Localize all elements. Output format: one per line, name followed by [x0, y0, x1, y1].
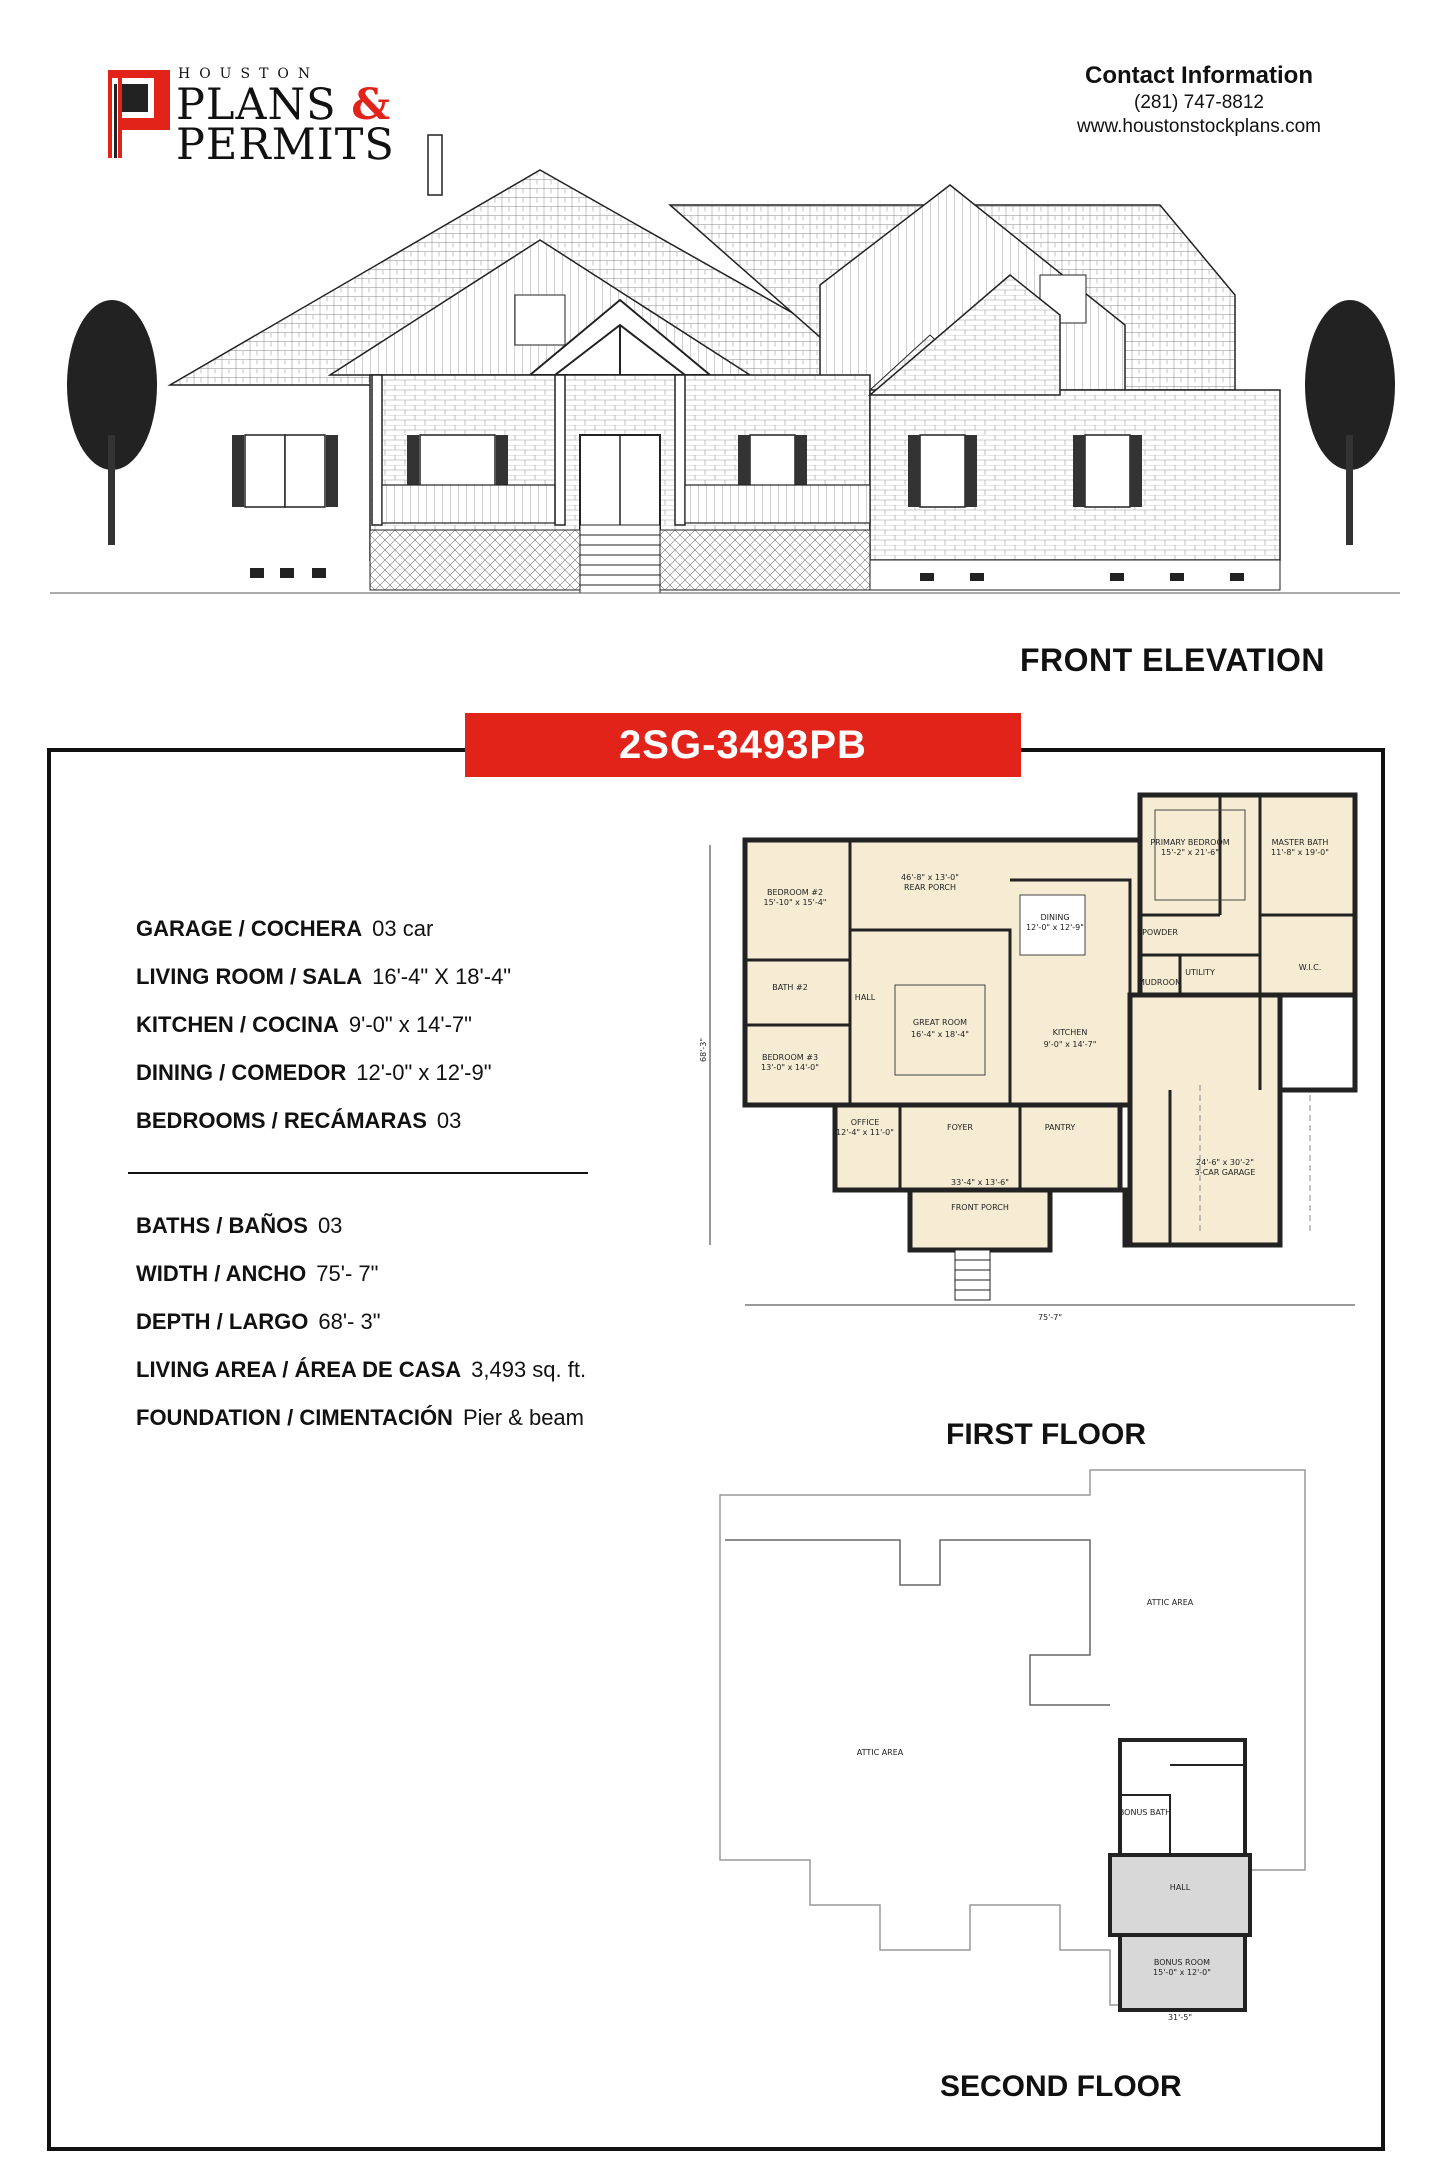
room-kitchen: KITCHEN [1052, 1028, 1088, 1037]
room-bedroom-2: BEDROOM #2 [766, 888, 824, 897]
room-garage: 3-CAR GARAGE [1194, 1168, 1256, 1177]
first-floor-plan [700, 785, 1365, 1415]
room-great-room-dims: 16'-4" x 18'-4" [911, 1030, 969, 1039]
room-master-bath: MASTER BATH [1271, 838, 1329, 847]
contact-info [1039, 62, 1359, 138]
tree-left-icon [67, 300, 157, 545]
room-bedroom-3-dims: 13'-0" x 14'-0" [761, 1063, 819, 1072]
room-bath-2: BATH #2 [772, 983, 808, 992]
room-pantry: PANTRY [1044, 1123, 1076, 1132]
spec-baths: BATHS / BAÑOS 03 [136, 1213, 343, 1238]
first-floor-label: FIRST FLOOR [946, 1418, 1146, 1451]
elevation-label: FRONT ELEVATION [1020, 642, 1325, 678]
brand-ampersand: & [351, 80, 392, 130]
room-dining: DINING [1040, 913, 1070, 922]
room-upper-hall: HALL [1169, 1883, 1191, 1892]
room-bedroom-2-dims: 15'-10" x 15'-4" [763, 898, 827, 907]
room-master-bath-dims: 11'-8" x 19'-0" [1271, 848, 1329, 857]
room-office-dims: 12'-4" x 11'-0" [836, 1128, 894, 1137]
room-mudroom: MUDROOM [1138, 978, 1182, 987]
plan-code-badge: 2SG-3493PB [465, 713, 1021, 777]
room-rear-porch-dims: 46'-8" x 13'-0" [901, 873, 959, 882]
room-primary-bedroom: PRIMARY BEDROOM [1150, 838, 1230, 847]
room-bonus-room-dims: 15'-0" x 12'-0" [1153, 1968, 1211, 1977]
contact-phone[interactable]: (281) 747-8812 [1134, 92, 1264, 113]
first-floor-width-dim: 75'-7" [1037, 1313, 1063, 1322]
room-wic: W.I.C. [1298, 963, 1322, 972]
room-bonus-bath: BONUS BATH [1118, 1808, 1172, 1817]
room-primary-bedroom-dims: 15'-2" x 21'-6" [1161, 848, 1219, 857]
contact-title: Contact Information [1085, 62, 1313, 89]
specs-list-2 [136, 1202, 696, 1442]
brand-line1: PLANS & [176, 80, 392, 130]
room-dining-dims: 12'-0" x 12'-9" [1026, 923, 1084, 932]
spec-width: WIDTH / ANCHO 75'- 7" [136, 1261, 379, 1286]
attic-area-left: ATTIC AREA [856, 1748, 904, 1757]
room-utility: UTILITY [1185, 968, 1215, 977]
brand-line2: PERMITS [176, 120, 395, 170]
second-floor-bottom-dim: 31'-5" [1167, 2013, 1193, 2022]
spec-living-area: LIVING AREA / ÁREA DE CASA 3,493 sq. ft. [136, 1357, 587, 1382]
second-floor-plan [700, 1465, 1365, 2025]
front-elevation-drawing [50, 135, 1400, 635]
room-garage-dims: 24'-6" x 30'-2" [1196, 1158, 1254, 1167]
room-powder: POWDER [1142, 928, 1178, 937]
second-floor-label: SECOND FLOOR [940, 2070, 1182, 2103]
room-rear-porch: REAR PORCH [903, 883, 957, 892]
room-front-porch: FRONT PORCH [951, 1203, 1009, 1212]
spec-bedrooms: BEDROOMS / RECÁMARAS 03 [136, 1108, 462, 1133]
room-front-porch-dims: 33'-4" x 13'-6" [951, 1178, 1009, 1187]
tree-right-icon [1305, 300, 1395, 545]
specs-divider [128, 1172, 588, 1174]
room-hall: HALL [854, 993, 876, 1002]
spec-living-room: LIVING ROOM / SALA 16'-4" X 18'-4" [136, 964, 512, 989]
brand-small-text: HOUSTON [178, 66, 320, 82]
spec-garage: GARAGE / COCHERA 03 car [136, 916, 434, 941]
room-bonus-room: BONUS ROOM [1153, 1958, 1211, 1967]
room-great-room: GREAT ROOM [912, 1018, 968, 1027]
room-office: OFFICE [850, 1118, 880, 1127]
attic-area-right: ATTIC AREA [1146, 1598, 1194, 1607]
specs-list-1 [136, 905, 696, 1145]
room-kitchen-dims: 9'-0" x 14'-7" [1043, 1040, 1097, 1049]
room-foyer: FOYER [947, 1123, 973, 1132]
first-floor-depth-dim: 68'-3" [699, 1037, 708, 1063]
spec-dining: DINING / COMEDOR 12'-0" x 12'-9" [136, 1060, 492, 1085]
contact-website[interactable]: www.houstonstockplans.com [1077, 116, 1321, 137]
spec-kitchen: KITCHEN / COCINA 9'-0" x 14'-7" [136, 1012, 472, 1037]
spec-foundation: FOUNDATION / CIMENTACIÓN Pier & beam [136, 1405, 584, 1430]
spec-depth: DEPTH / LARGO 68'- 3" [136, 1309, 381, 1334]
room-bedroom-3: BEDROOM #3 [761, 1053, 819, 1062]
